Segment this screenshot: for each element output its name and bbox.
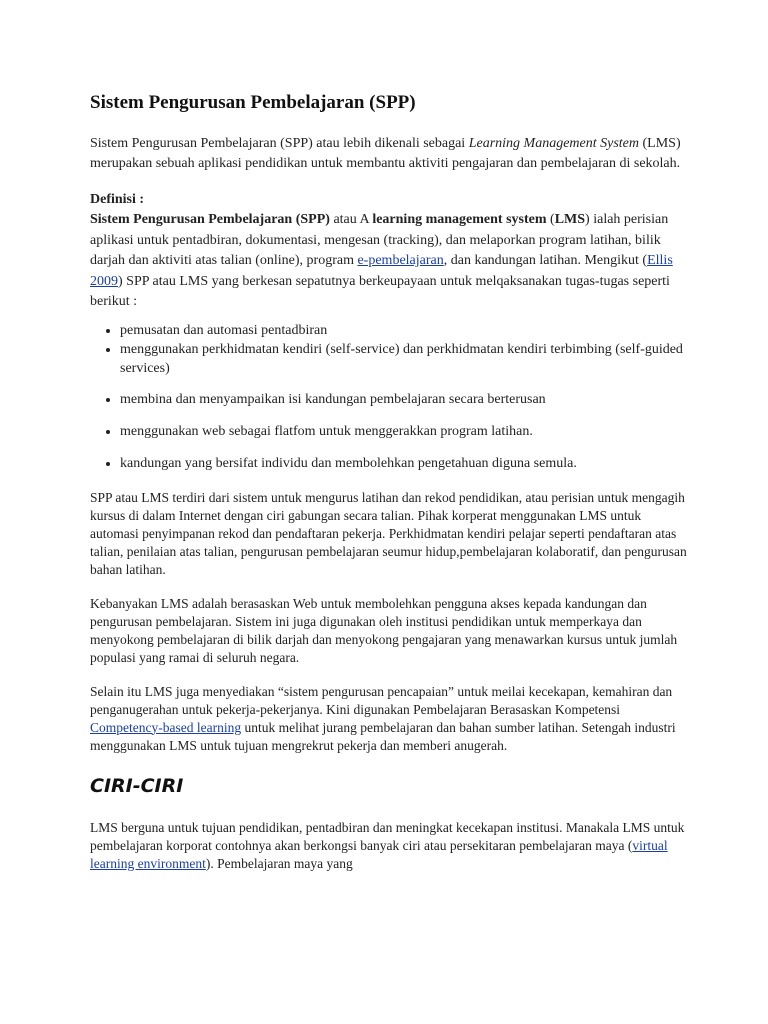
intro-text-1: Sistem Pengurusan Pembelajaran (SPP) atau lebih dikenali sebagai (90, 136, 469, 151)
section-heading-ciri-ciri: CIRI-CIRI (90, 774, 184, 797)
body-paragraph-3 (90, 683, 690, 755)
para3-text-1: Selain itu LMS juga menyediakan “sistem pengurusan pencapaian” untuk meilai kecekapan, kemahiran dan penganugerahan untuk pekerja-pekerjanya. Kini digunakan Pembelajaran Berasaskan Kompetensi (90, 683, 673, 717)
definition-term-spp: Sistem Pengurusan Pembelajaran (SPP) (90, 212, 330, 227)
section2-text-2: ). Pembelajaran maya yang (205, 855, 353, 871)
definition-term-lms: LMS (554, 212, 586, 227)
definition-heading: Definisi : (90, 192, 145, 207)
definition-text-1: atau A (329, 212, 373, 227)
definition-text-3: ) ialah perisian aplikasi untuk pentadbiran, dokumentasi, mengesan (tracking), dan melaporkan program latihan, bilik darjah dan aktiviti atas talian (online), program (90, 212, 669, 268)
list-item: • menggunakan perkhidmatan kendiri (self-service) dan perkhidmatan kendiri terbimbing (self-guided services) (120, 340, 690, 378)
definition-text-5: ) SPP atau LMS yang berkesan sepatutnya berkeupayaan untuk melqaksanakan tugas-tugas seperti berikut : (90, 273, 670, 309)
body-paragraph-4 (90, 819, 690, 873)
definition-paragraph (90, 210, 690, 313)
list-item: • membina dan menyampaikan isi kandungan pembelajaran secara berterusan (120, 390, 690, 409)
virtual-learning-environment-link[interactable]: virtual learning environment (90, 837, 668, 871)
document-page (90, 92, 690, 873)
definition-text-4: , dan kandungan latihan. Mengikut ( (443, 253, 648, 268)
e-pembelajaran-link[interactable]: e-pembelajaran (357, 253, 444, 268)
para3-text-2: untuk melihat jurang pembelajaran dan bahan sumber latihan. Setengah industri menggunakan LMS untuk tujuan mengrekrut pekerja dan memberi anugerah. (90, 719, 676, 753)
body-paragraph-1: SPP atau LMS terdiri dari sistem untuk mengurus latihan dan rekod pendidikan, atau perisian untuk mengagih kursus di dalam Internet dengan ciri gabungan secara talian. Pihak korperat menggunakan LMS untuk automasi penyimpanan rekod dan pendaftaran pekerja. Perkhidmatan kendiri pelajar seperti pendaftaran atas talian, penilaian atas talian, pengurusan pembelajaran seumur hidup,pembelajaran kolaboratif, dan pengurusan bahan latihan. (90, 489, 687, 577)
list-item: • menggunakan web sebagai flatfom untuk menggerakkan program latihan. (120, 422, 690, 441)
body-paragraph-2: Kebanyakan LMS adalah berasaskan Web untuk membolehkan pengguna akses kepada kandungan dan pengurusan pembelajaran. Sistem ini juga digunakan oleh institusi pendidikan untuk memperkaya dan menyokong pembelajaran di bilik darjah dan menyokong pengajaran yang menawarkan kursus untuk jumlah populasi yang ramai di seluruh negara. (90, 595, 678, 665)
intro-paragraph (90, 134, 690, 174)
section2-text-1: LMS berguna untuk tujuan pendidikan, pentadbiran dan meningkat kecekapan institusi. Manakala LMS untuk pembelajaran korporat contohnya akan berkongsi banyak ciri atau persekitaran pembelajaran maya ( (90, 819, 685, 853)
list-item: • kandungan yang bersifat individu dan membolehkan pengetahuan diguna semula. (120, 454, 690, 473)
intro-text-2: (LMS) merupakan sebuah aplikasi pendidikan untuk membantu aktiviti pengajaran dan pembelajaran di sekolah. (90, 136, 681, 171)
competency-based-learning-link[interactable]: Competency-based learning (90, 719, 242, 735)
ellis-2009-link[interactable]: Ellis 2009 (90, 253, 673, 289)
page-title: Sistem Pengurusan Pembelajaran (SPP) (90, 92, 416, 113)
definition-term-lms-full: learning management system (372, 212, 547, 227)
definition-text-2: ( (546, 212, 555, 227)
task-list (90, 321, 690, 473)
list-item: • pemusatan dan automasi pentadbiran (120, 321, 690, 340)
intro-emphasis: Learning Management System (468, 136, 640, 151)
